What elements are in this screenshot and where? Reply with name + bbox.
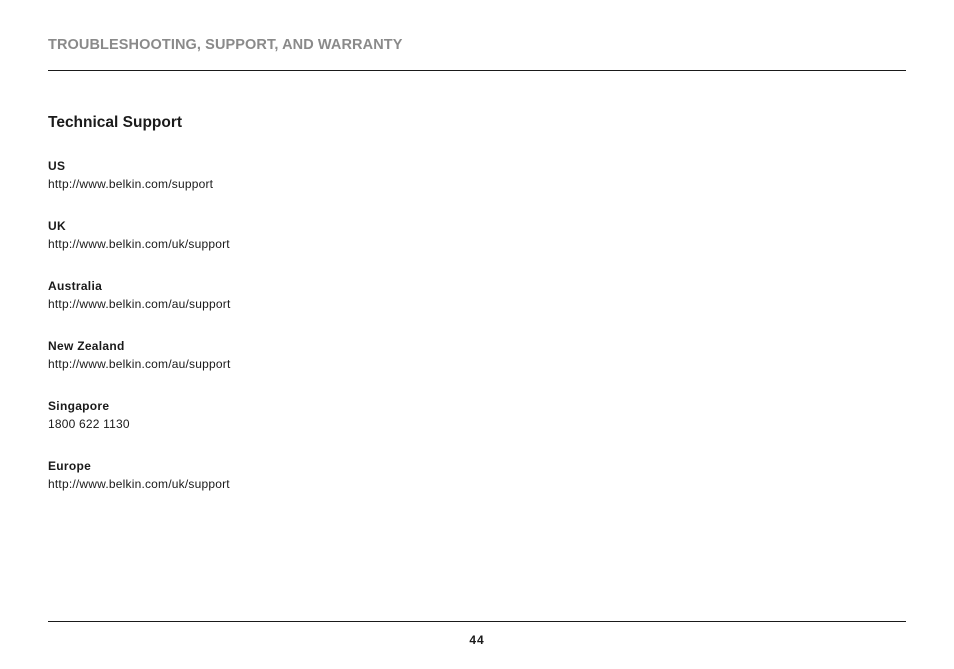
- support-url[interactable]: http://www.belkin.com/au/support: [48, 297, 231, 311]
- page-header-title: TROUBLESHOOTING, SUPPORT, AND WARRANTY: [48, 37, 403, 53]
- footer-divider: [48, 621, 906, 622]
- region-label: UK: [48, 219, 66, 233]
- support-entry-australia: [48, 278, 231, 338]
- support-url[interactable]: http://www.belkin.com/uk/support: [48, 477, 230, 491]
- region-label: Singapore: [48, 399, 110, 413]
- support-url[interactable]: http://www.belkin.com/au/support: [48, 357, 231, 371]
- support-url[interactable]: http://www.belkin.com/uk/support: [48, 237, 230, 251]
- support-contact-list: [48, 158, 231, 518]
- support-entry-europe: [48, 458, 231, 518]
- support-entry-us: [48, 158, 231, 218]
- region-label: US: [48, 159, 66, 173]
- region-label: Europe: [48, 459, 92, 473]
- support-phone: 1800 622 1130: [48, 417, 130, 431]
- support-entry-new-zealand: [48, 338, 231, 398]
- support-entry-uk: [48, 218, 231, 278]
- header-divider: [48, 70, 906, 71]
- support-entry-singapore: [48, 398, 231, 458]
- region-label: New Zealand: [48, 339, 125, 353]
- page-number: 44: [469, 633, 485, 647]
- section-title: Technical Support: [48, 114, 183, 131]
- region-label: Australia: [48, 279, 103, 293]
- support-url[interactable]: http://www.belkin.com/support: [48, 177, 214, 191]
